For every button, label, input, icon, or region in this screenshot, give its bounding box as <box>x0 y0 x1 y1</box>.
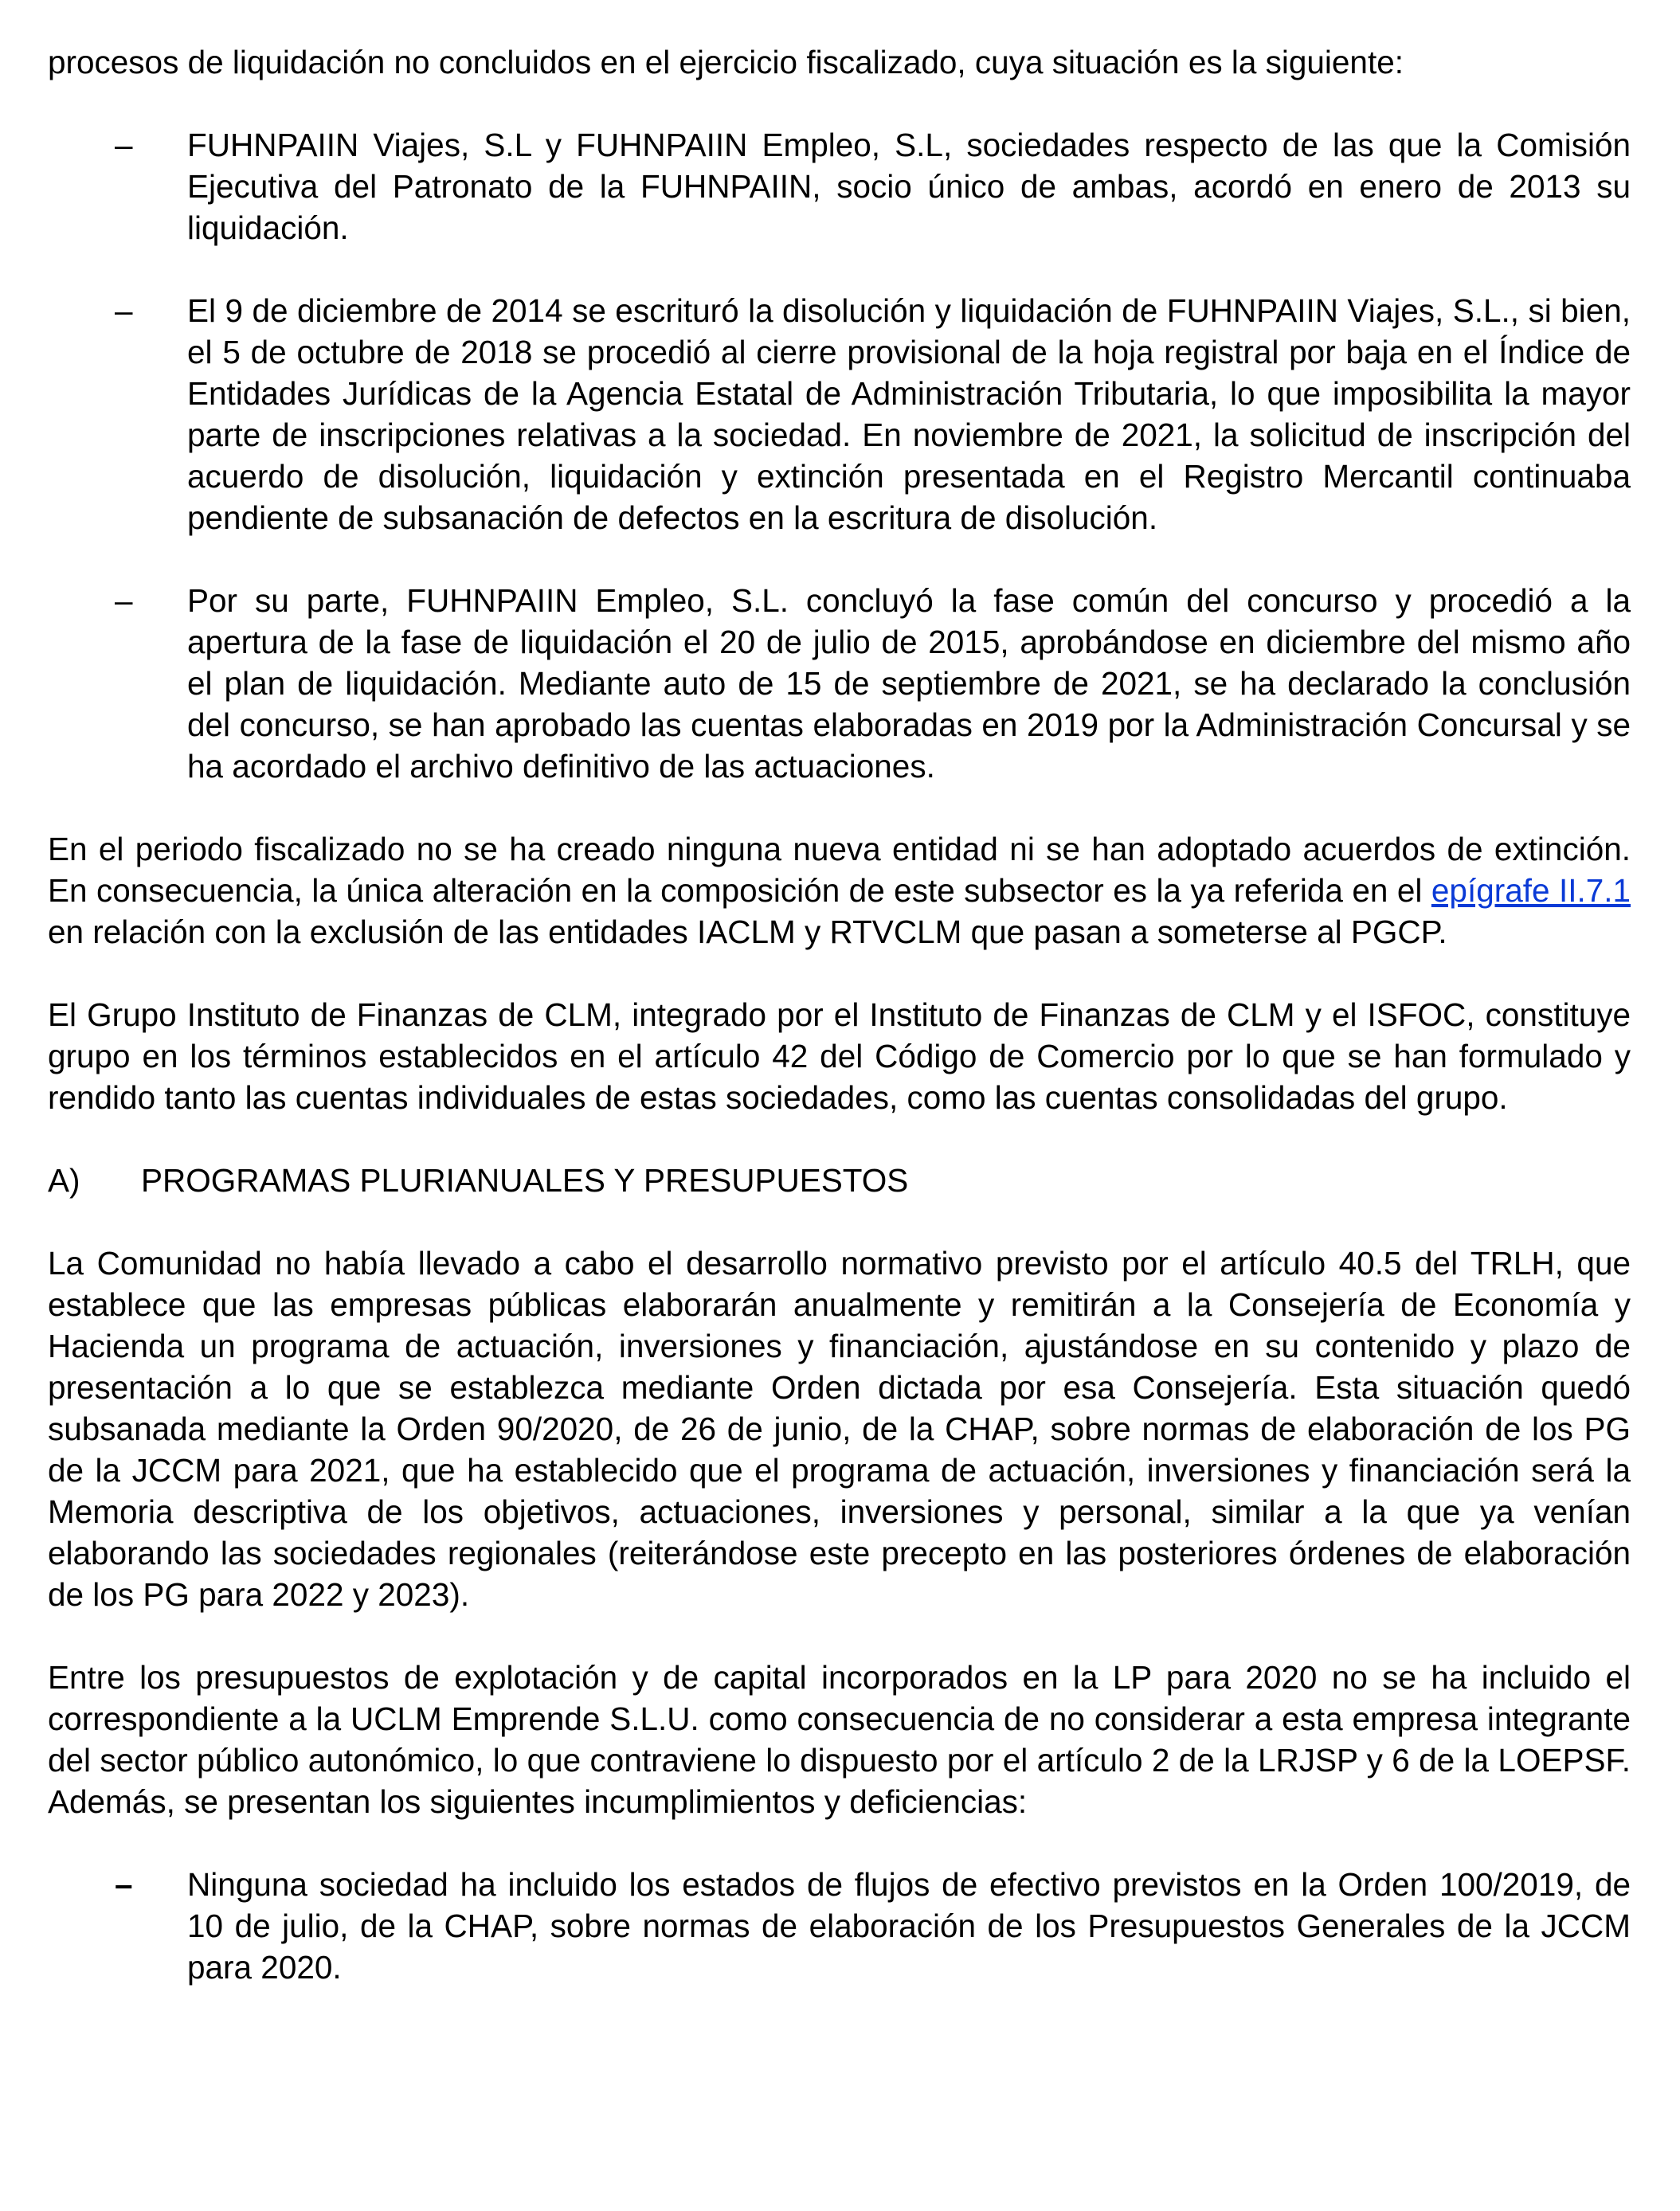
list-item <box>48 124 1631 248</box>
section-heading-title: PROGRAMAS PLURIANUALES Y PRESUPUESTOS <box>141 1162 909 1199</box>
comunidad-paragraph: La Comunidad no había llevado a cabo el desarrollo normativo previsto por el artículo 40.5 del TRLH, que establece que las empresas públicas elaborarán anualmente y remitirán a la Consejería de Economía y Hacienda un programa de actuación, inversiones y financiación, ajustándose en su contenido y plazo de presentación a lo que se establezca mediante Orden dictada por esa Consejería. Esta situación quedó subsanada mediante la Orden 90/2020, de 26 de junio, de la CHAP, sobre normas de elaboración de los PG de la JCCM para 2021, que ha establecido que el programa de actuación, inversiones y financiación será la Memoria descriptiva de los objetivos, actuaciones, inversiones y personal, similar a la que ya venían elaborando las sociedades regionales (reiterándose este precepto en las posteriores órdenes de elaboración de los PG para 2022 y 2023). <box>48 1245 1631 1613</box>
liquidation-list <box>48 124 1631 787</box>
periodo-paragraph <box>48 828 1631 953</box>
list-item <box>48 290 1631 538</box>
list-item <box>48 1864 1631 1988</box>
list-item <box>48 580 1631 787</box>
periodo-text-before: En el periodo fiscalizado no se ha creado ninguna nueva entidad ni se han adoptado acuerdos de extinción. En consecuencia, la única alteración en la composición de este subsector es la ya referida en el <box>48 831 1631 909</box>
dash-bullet: – <box>115 127 133 163</box>
epigrafe-link[interactable]: epígrafe II.7.1 <box>1431 872 1631 909</box>
dash-bullet: – <box>115 292 133 329</box>
periodo-text-after: en relación con la exclusión de las entidades IACLM y RTVCLM que pasan a someterse al PGCP. <box>48 914 1447 950</box>
grupo-paragraph: El Grupo Instituto de Finanzas de CLM, integrado por el Instituto de Finanzas de CLM y el ISFOC, constituye grupo en los términos establecidos en el artículo 42 del Código de Comercio por lo que se han formulado y rendido tanto las cuentas individuales de estas sociedades, como las cuentas consolidadas del grupo. <box>48 996 1631 1116</box>
deficiencies-list <box>48 1864 1631 1988</box>
section-heading <box>48 1160 1631 1201</box>
dash-bullet: – <box>115 582 133 619</box>
intro-paragraph: procesos de liquidación no concluidos en el ejercicio fiscalizado, cuya situación es la siguiente: <box>48 44 1404 80</box>
list-item-text: FUHNPAIIN Viajes, S.L y FUHNPAIIN Empleo, S.L, sociedades respecto de las que la Comisión Ejecutiva del Patronato de la FUHNPAIIN, socio único de ambas, acordó en enero de 2013 su liquidación. <box>187 127 1631 246</box>
list-item-text: El 9 de diciembre de 2014 se escrituró la disolución y liquidación de FUHNPAIIN Viajes, S.L., si bien, el 5 de octubre de 2018 se procedió al cierre provisional de la hoja registral por baja en el Índice de Entidades Jurídicas de la Agencia Estatal de Administración Tributaria, lo que imposibilita la mayor parte de inscripciones relativas a la sociedad. En noviembre de 2021, la solicitud de inscripción del acuerdo de disolución, liquidación y extinción presentada en el Registro Mercantil continuaba pendiente de subsanación de defectos en la escritura de disolución. <box>187 292 1631 536</box>
dash-bullet: – <box>115 1866 133 1903</box>
list-item-text: Por su parte, FUHNPAIIN Empleo, S.L. concluyó la fase común del concurso y procedió a la apertura de la fase de liquidación el 20 de julio de 2015, aprobándose en diciembre del mismo año el plan de liquidación. Mediante auto de 15 de septiembre de 2021, se ha declarado la conclusión del concurso, se han aprobado las cuentas elaboradas en 2019 por la Administración Concursal y se ha acordado el archivo definitivo de las actuaciones. <box>187 582 1631 785</box>
list-item-text: Ninguna sociedad ha incluido los estados de flujos de efectivo previstos en la Orden 100/2019, de 10 de julio, de la CHAP, sobre normas de elaboración de los Presupuestos Generales de la JCCM para 2020. <box>187 1866 1631 1986</box>
presupuestos-paragraph: Entre los presupuestos de explotación y de capital incorporados en la LP para 2020 no se ha incluido el correspondiente a la UCLM Emprende S.L.U. como consecuencia de no considerar a esta empresa integrante del sector público autonómico, lo que contraviene lo dispuesto por el artículo 2 de la LRJSP y 6 de la LOEPSF. Además, se presentan los siguientes incumplimientos y deficiencias: <box>48 1659 1631 1820</box>
section-heading-letter: A) <box>48 1162 80 1199</box>
document-page <box>48 41 1631 1988</box>
